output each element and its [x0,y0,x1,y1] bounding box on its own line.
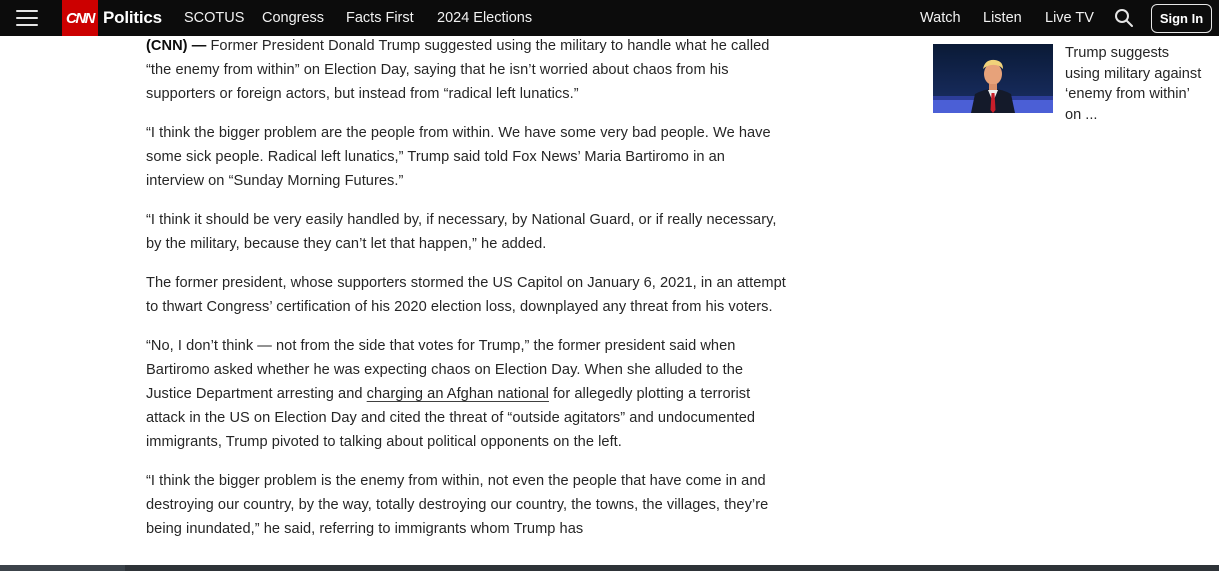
nav-link-listen[interactable]: Listen [983,10,1022,26]
related-story-card[interactable] [933,44,1203,123]
hamburger-menu-icon[interactable] [16,8,38,28]
article-paragraph: “I think the bigger problem are the people from within. We have some very bad people. We have some sick people. Radical left lunatics,” Trump said told Fox News’ Maria Bartiromo in an interview on “Sunday Morning Futures.” [146,125,771,189]
top-navigation-bar [0,0,1219,36]
bottom-scroll-strip [0,565,1219,571]
related-story-title[interactable]: Trump suggests using military against ‘enemy from within’ on ... [1065,45,1202,123]
nav-link-congress[interactable]: Congress [262,10,325,26]
paragraph-text: Former President Donald Trump suggested using the military to handle what he called “the enemy from within” on Election Day, saying that he isn’t worried about chaos from his supporters or foreign actors, but instead from “radical left lunatics.” [146,38,770,102]
paragraph-text: “No, I don’t think — not from the side that votes for Trump,” the former president said when Bartiromo asked whether he was expecting chaos on Election Day. When she alluded to the Justice Department arresting and [146,338,744,402]
dateline: (CNN) — [146,38,207,54]
inline-link-afghan-national[interactable]: charging an Afghan national [366,386,549,402]
article-paragraph [146,34,786,106]
trump-photo-image [933,44,1053,113]
bottom-strip-segment [0,565,125,571]
nav-link-2024-elections[interactable]: 2024 Elections [437,10,533,26]
nav-link-scotus[interactable]: SCOTUS [184,10,245,26]
search-icon[interactable] [1114,8,1134,28]
paragraph-text: for allegedly plotting a terrorist attack in the US on Election Day and cited the threat of “outside agitators” and undocumented immigrants, Trump pivoted to talking about political opponents on the left. [146,386,756,450]
related-story-thumbnail[interactable] [933,44,1053,113]
nav-link-facts-first[interactable]: Facts First [346,10,414,26]
section-title-politics[interactable]: Politics [103,8,162,27]
article-paragraph [146,334,786,454]
article-paragraph: “I think it should be very easily handled by, if necessary, by National Guard, or if really necessary, by the military, because they can’t let that happen,” he added. [146,212,777,252]
article-paragraph: The former president, whose supporters stormed the US Capitol on January 6, 2021, in an attempt to thwart Congress’ certification of his 2020 election loss, downplayed any threat from his voters. [146,275,786,315]
nav-link-watch[interactable]: Watch [920,10,961,26]
article-paragraph: “I think the bigger problem is the enemy from within, not even the people that have come in and destroying our country, by the way, totally destroying our country, the towns, the villages, they’re being inundated,” he said, referring to immigrants whom Trump has [146,473,769,537]
article-body [146,36,786,556]
sign-in-button[interactable]: Sign In [1151,4,1212,33]
cnn-logo[interactable]: CNN [62,0,98,36]
nav-link-live-tv[interactable]: Live TV [1045,10,1094,26]
